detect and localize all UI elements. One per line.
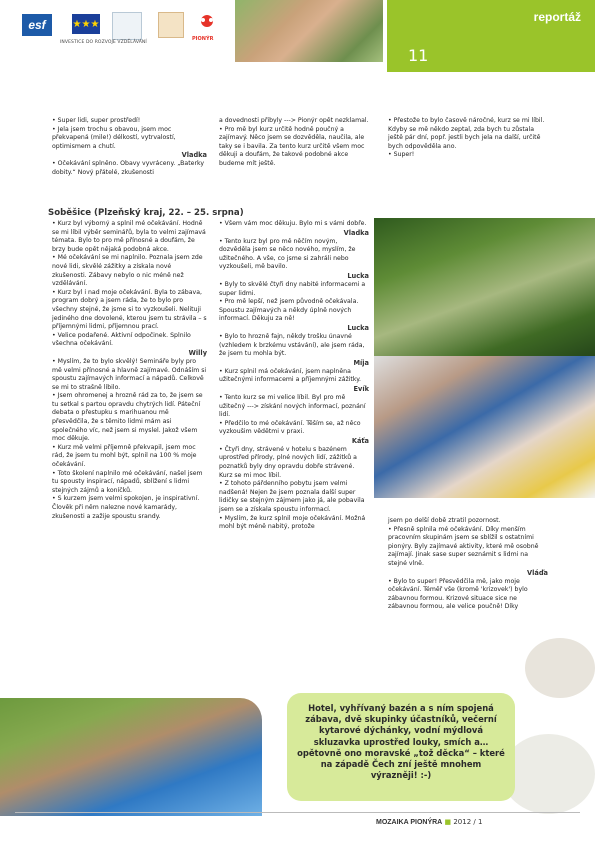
eu-flag-icon: ★★★ (72, 14, 100, 34)
blindfold-activity-photo (374, 218, 595, 360)
investice-tagline: INVESTICE DO ROZVOJE VZDĚLÁVÁNÍ (60, 40, 147, 45)
quote: • Tento kurz se mi velice líbil. Byl pro mě užitečný ---> získání nových informací, poznání lidí. (219, 393, 366, 419)
quote: • Super! (388, 151, 415, 159)
section-heading: Soběšice (Plzeňský kraj, 22. – 25. srpna) (48, 208, 244, 218)
quote: • Pro mě lepší, než jsem původně očekávala. Spoustu zajímavých a někdy úplně nových informací. Děkuju za ně! (219, 298, 359, 323)
quote: • S kurzem jsem velmi spokojen, je inspirativní. Člověk při něm nalezne nové kamarády, zkušenosti a zažije spoustu srandy. (52, 495, 200, 520)
signature: Vladka (343, 228, 369, 237)
quote: • Myslím, že kurz splnil moje očekávání. Možná mohl být méně nabitý, protože (219, 514, 366, 531)
column-1-top (52, 117, 207, 178)
quote: • Předčilo to mé očekávání. Těším se, až něco vyzkoušim vědětmi v praxi. (219, 419, 361, 436)
quote: • Všem vám moc děkuju. Bylo mi s vámi dobře. (219, 220, 367, 227)
signature: Evík (353, 384, 369, 393)
quote: • Pro mě byl kurz určitě hodně poučný a zajímavý. Něco jsem se dozvěděla, naučila, ale taky se i bavila. Za tento kurz určitě všem moc děkuji a doufám, že takové podobné akce budeme mít ještě. (219, 125, 365, 167)
quote: • Byly to skvělé čtyři dny nabité informacemi a super lidmi. (219, 280, 366, 297)
signature: Vladka (181, 151, 207, 160)
esf-logo: esf (22, 14, 52, 36)
signature: Lucka (347, 323, 369, 332)
pionyr-logo-text: PIONÝR (192, 36, 214, 42)
quote: • Přestože to bylo časově náročné, kurz se mi líbil. Kdyby se mě někdo zeptal, zda bych tu zůstala ještě pár dní, popř. jestli bych jela na další, určitě bych odpověděla ano. (388, 117, 545, 150)
quote: jsem po delší době ztratil pozornost. (388, 517, 501, 524)
quote: • Toto školení naplnilo mé očekávání, našel jsem tu spousty inspirací, nápadů, sblížení s lidmi stejných zájmů a koníčků. (52, 469, 203, 494)
quote: • Bylo to super! Přesvědčila mě, jako moje očekávání. Téměř vše (kromě 'krizovek') bylo zábavnou formou. Krizové situace sice ne zábavnou formou, ale velice poučně! Díky (388, 577, 528, 611)
signature: Lucka (347, 271, 369, 280)
msmt-logo (112, 12, 142, 40)
signature: Vláďa (527, 568, 548, 577)
footer (376, 818, 482, 826)
decorative-shape (525, 638, 595, 698)
column-1-main (52, 220, 207, 521)
signature: Willy (188, 348, 207, 357)
quote: • Přesně splnila mé očekávání. Díky menším pracovním skupinám jsem se sblížil s ostatními pionýry. Byly zajímavé aktivity, které mě osobně zajímají. Jinak sase super seznámit s lidmi na stejné vlně. (388, 525, 539, 567)
quote: • Očekávání splněno. Obavy vyvráceny. „Baterky dobity.“ Nový přátelé, zkušenosti (52, 160, 205, 176)
quote: • Velice podařené. Aktivní odpočinek. Splnilo všechna očekávání. (52, 331, 191, 348)
quote: a dovednosti přibyly ---> Pionýr opět nezklamal. (219, 117, 369, 124)
highlight-callout: Hotel, vyhřívaný bazén a s ním spojená zábava, dvě skupinky účastníků, večerní kytarové dýchánky, vodní mýdlová skluzavka uprostřed louky, smích a… opětovně ono moravské „tož děcka“ – které na západě Čech zní ještě mnohem výrazněji! :-) (287, 693, 515, 801)
footer-brand: MOZAIKA PIONÝRA (376, 819, 443, 826)
quote: • Kurz byl i nad moje očekávání. Byla to zábava, program dobrý a jsem ráda, že to bylo pro všechny stejné, že jsme si to vyzkoušeli. Nelituji jediného dne dovolené, kterou jsem tu strávila – s příjemnými lidmi, příjemnou prací. (52, 288, 207, 331)
column-2-top (219, 117, 369, 169)
quote: • Tento kurz byl pro mě něčím novým, dozvěděla jsem se něco nového, myslím, že užitečného. A vše, co jsme si zahráli nebo vyzkoušeli, mě bavilo. (219, 237, 356, 271)
pionyr-logo (192, 12, 222, 36)
footer-divider (15, 812, 580, 813)
water-slide-photo (0, 698, 262, 816)
page-number: 11 (408, 46, 429, 65)
quote: • Kurz mě velmi příjemně překvapil, jsem moc rád, že jsem tu mohl být, splnil na 100 % moje očekávání. (52, 443, 197, 469)
quote: • Bylo to hrozně fajn, někdy trošku únavné (vzhledem k brzkému vstávání), ale jsem ráda, že jsem tu mohla být. (219, 332, 365, 358)
section-title: reportáž (533, 10, 581, 24)
quote: • Super lidi, super prostředí! (52, 117, 141, 124)
quote: • Čtyři dny, strávené v hotelu s bazénem uprostřed přírody, plné nových lidí, zážitků a poznatků byly dny opravdu dobře strávené. Kurz se mi moc líbil. (219, 445, 357, 479)
header-bar (387, 0, 595, 72)
footer-dot-icon: ■ (444, 818, 452, 826)
op-vk-logo (158, 12, 184, 38)
quote: • Kurz byl výborný a splnil mé očekávání. Hodně se mi líbil výběr seminářů, byla to velmi zajímavá témata. Bylo to pro mě přínosné a doufám, že brzy bude opět nějaká podobná akce. (52, 220, 206, 253)
column-3-top (388, 117, 548, 160)
quote: • Z tohoto pářdenního pobytu jsem velmi nadšená! Nejen že jsem poznala další super lidičky se stejným zájmem jako já, ale pobavila jsem se a získala spoustu informací. (219, 480, 365, 514)
footer-issue: 2012 / 1 (453, 818, 483, 826)
quote: • Myslím, že to bylo skvělý! Semináře byly pro mě velmi přínosné a hlavně zajímavé. Odnáším si spoustu zajímavých informací a nápadů. Celkově se mi to strašně líbilo. (52, 357, 207, 391)
decorative-shape (502, 734, 595, 814)
quote: • Jela jsem trochu s obavou, jsem moc překvapená (mile!) délkostí, vytrvalostí, optimismem a chutí. (52, 125, 176, 150)
painting-activity-photo (374, 356, 595, 498)
signature: Káťa (351, 436, 369, 445)
group-photo-top (235, 0, 383, 62)
quote: • Mé očekávání se mi naplnilo. Poznala jsem zde nové lidi, skvělé zážitky a získala nové zkušenosti. Zábavy nebylo o nic méně než vzdělávání. (52, 254, 203, 288)
signature: Míja (353, 358, 369, 367)
column-2-main (219, 220, 369, 532)
column-3-main (388, 517, 548, 612)
quote: • Jsem ohromenej a hrozně rád za to, že jsem se tu setkal s partou opravdu chytrých lidí. Páteční debata o přestupku s marihuanou mě přesvědčila, že s těmito lidmi mám asi společného víc, než jsem si myslel. Jakož všem moc děkuje. (52, 392, 203, 443)
quote: • Kurz splnil má očekávání, jsem naplněna užitečnými informacemi a příjemnými zážitky. (219, 367, 361, 384)
